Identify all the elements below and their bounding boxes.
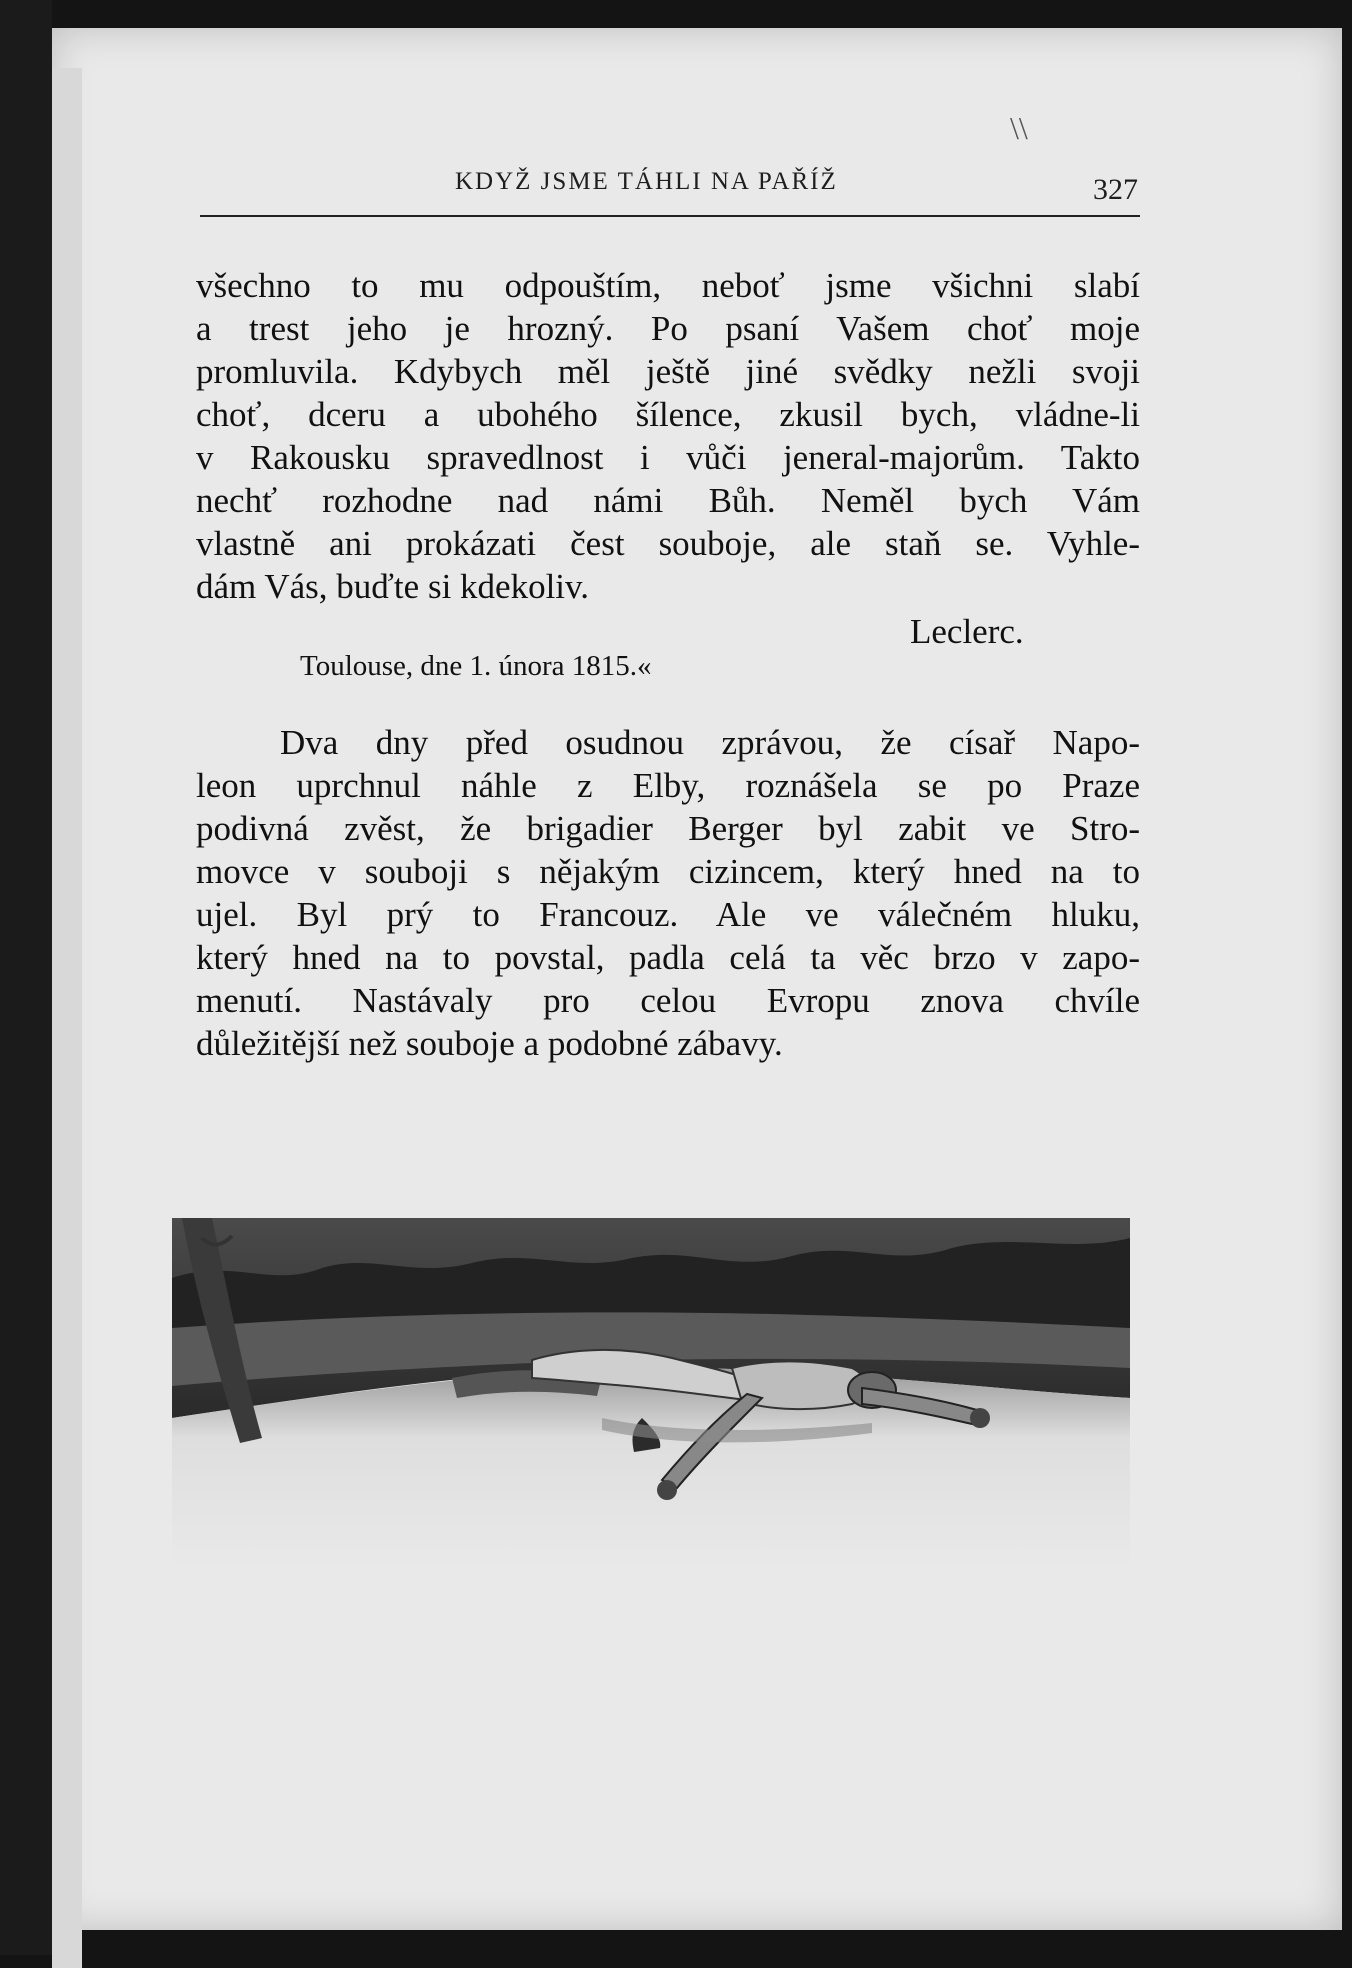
text-line: v Rakousku spravedlnost i vůči jeneral-majorům. Takto bbox=[196, 438, 1140, 477]
text-line: který hned na to povstal, padla celá ta věc brzo v zapo- bbox=[196, 938, 1140, 977]
letter-signature: Leclerc. bbox=[910, 612, 1024, 651]
text-line: a trest jeho je hrozný. Po psaní Vašem choť moje bbox=[196, 309, 1140, 348]
snow-ground bbox=[172, 1368, 1130, 1568]
text-line: Dva dny před osudnou zprávou, že císař Napo- bbox=[280, 723, 1140, 762]
text-line: vlastně ani prokázati čest souboje, ale staň se. Vyhle- bbox=[196, 524, 1140, 563]
letter-text bbox=[196, 264, 1140, 608]
letter-dateline: Toulouse, dne 1. února 1815.« bbox=[300, 650, 652, 682]
page-number: 327 bbox=[1093, 173, 1138, 206]
text-line: nechť rozhodne nad námi Bůh. Neměl bych Vám bbox=[196, 481, 1140, 520]
previous-leaf-edge bbox=[52, 68, 82, 1968]
text-line: movce v souboji s nějakým cizincem, který hned na to bbox=[196, 852, 1140, 891]
text-line: důležitější než souboje a podobné zábavy. bbox=[196, 1024, 783, 1063]
text-line: leon uprchnul náhle z Elby, roznášela se po Praze bbox=[196, 766, 1140, 805]
text-line: všechno to mu odpouštím, neboť jsme všichni slabí bbox=[196, 266, 1140, 305]
hand-right bbox=[970, 1408, 990, 1428]
running-header bbox=[200, 165, 1140, 217]
fallen-man-illustration bbox=[172, 1218, 1130, 1568]
text-line: choť, dceru a ubohého šílence, zkusil bych, vládne-li bbox=[196, 395, 1140, 434]
text-line: podivná zvěst, že brigadier Berger byl zabit ve Stro- bbox=[196, 809, 1140, 848]
hand-left bbox=[657, 1480, 677, 1500]
narrative-paragraph bbox=[196, 721, 1140, 1065]
text-line: menutí. Nastávaly pro celou Evropu znova chvíle bbox=[196, 981, 1140, 1020]
text-line: ujel. Byl prý to Francouz. Ale ve válečném hluku, bbox=[196, 895, 1140, 934]
page-edge bbox=[0, 0, 52, 1955]
margin-scrawl: \\ bbox=[1010, 110, 1028, 146]
illustration-svg bbox=[172, 1218, 1130, 1568]
running-title: KDYŽ JSME TÁHLI NA PAŘÍŽ bbox=[455, 168, 838, 195]
text-line: promluvila. Kdybych měl ještě jiné svědky nežli svoji bbox=[196, 352, 1140, 391]
text-line: dám Vás, buďte si kdekoliv. bbox=[196, 567, 589, 606]
